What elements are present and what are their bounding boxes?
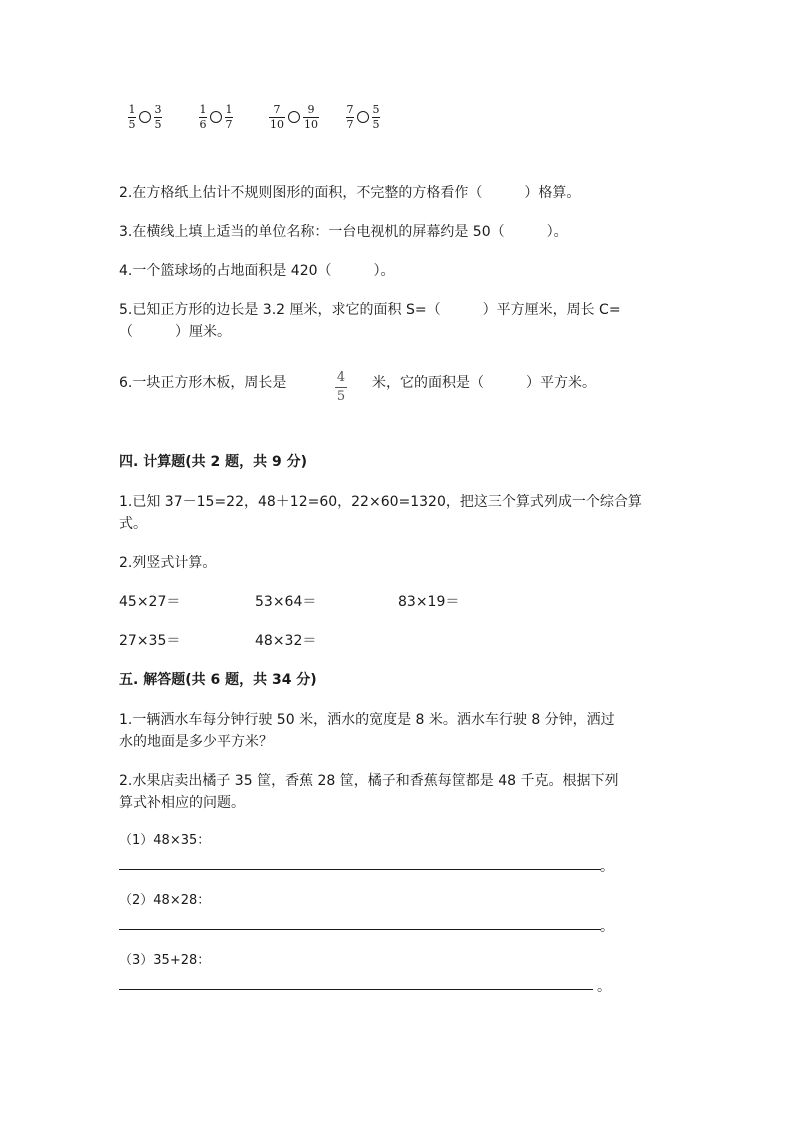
- calc-item: 48×32＝: [255, 633, 317, 649]
- answer-line[interactable]: [119, 869, 601, 870]
- sub-question-3: （3）35+28：: [119, 953, 211, 968]
- question-3: 3.在横线上填上适当的单位名称：一台电视机的屏幕约是 50（ ）。: [119, 224, 568, 240]
- calc-item: 45×27＝: [119, 594, 181, 610]
- calc-item: 53×64＝: [255, 594, 317, 610]
- compare-circle[interactable]: [288, 111, 300, 123]
- fraction-right: 3 5: [154, 103, 162, 131]
- question-5-line-1: 5.已知正方形的边长是 3.2 厘米，求它的面积 S=（ ）平方厘米，周长 C=: [119, 302, 621, 318]
- question-5-line-2: （ ）厘米。: [119, 324, 231, 340]
- question-4: 4.一个篮球场的占地面积是 420（ ）。: [119, 263, 395, 279]
- period: 。: [600, 919, 614, 935]
- calc-item: 83×19＝: [398, 594, 460, 610]
- compare-circle[interactable]: [139, 111, 151, 123]
- period: 。: [597, 979, 611, 995]
- fraction-right: 1 7: [225, 103, 233, 131]
- perimeter-fraction: 4 5: [336, 370, 346, 404]
- fraction-right: 5 5: [372, 103, 380, 131]
- sub-question-1: （1）48×35：: [119, 833, 211, 848]
- s5-question-1-line-2: 水的地面是多少平方米？: [119, 734, 273, 750]
- question-6-before: 6.一块正方形木板，周长是: [119, 375, 287, 391]
- s4-question-1-line-1: 1.已知 37－15=22，48＋12=60，22×60=1320，把这三个算式列成一个综合算: [119, 494, 642, 510]
- answer-line[interactable]: [119, 989, 593, 990]
- section-4-title: 四. 计算题(共 2 题，共 9 分): [119, 454, 307, 470]
- period: 。: [600, 859, 614, 875]
- s4-question-1-line-2: 式。: [119, 516, 147, 532]
- compare-circle[interactable]: [210, 111, 222, 123]
- s4-question-2: 2.列竖式计算。: [119, 555, 217, 571]
- section-5-title: 五. 解答题(共 6 题，共 34 分): [119, 672, 317, 688]
- question-2: 2.在方格纸上估计不规则图形的面积，不完整的方格看作（ ）格算。: [119, 185, 581, 201]
- fraction-left: 7 7: [346, 103, 354, 131]
- s5-question-1-line-1: 1.一辆洒水车每分钟行驶 50 米，洒水的宽度是 8 米。洒水车行驶 8 分钟，洒过: [119, 712, 615, 728]
- fraction-left: 1 6: [199, 103, 207, 131]
- s5-question-2-line-2: 算式补相应的问题。: [119, 795, 245, 811]
- question-6-after: 米，它的面积是（ ）平方米。: [372, 375, 596, 391]
- s5-question-2-line-1: 2.水果店卖出橘子 35 筐，香蕉 28 筐，橘子和香蕉每筐都是 48 千克。根据下列: [119, 773, 619, 789]
- fraction-left: 7 10: [270, 103, 284, 131]
- calc-item: 27×35＝: [119, 633, 181, 649]
- fraction-right: 9 10: [304, 103, 318, 131]
- fraction-left: 1 5: [128, 103, 136, 131]
- answer-line[interactable]: [119, 929, 601, 930]
- sub-question-2: （2）48×28：: [119, 893, 211, 908]
- compare-circle[interactable]: [357, 111, 369, 123]
